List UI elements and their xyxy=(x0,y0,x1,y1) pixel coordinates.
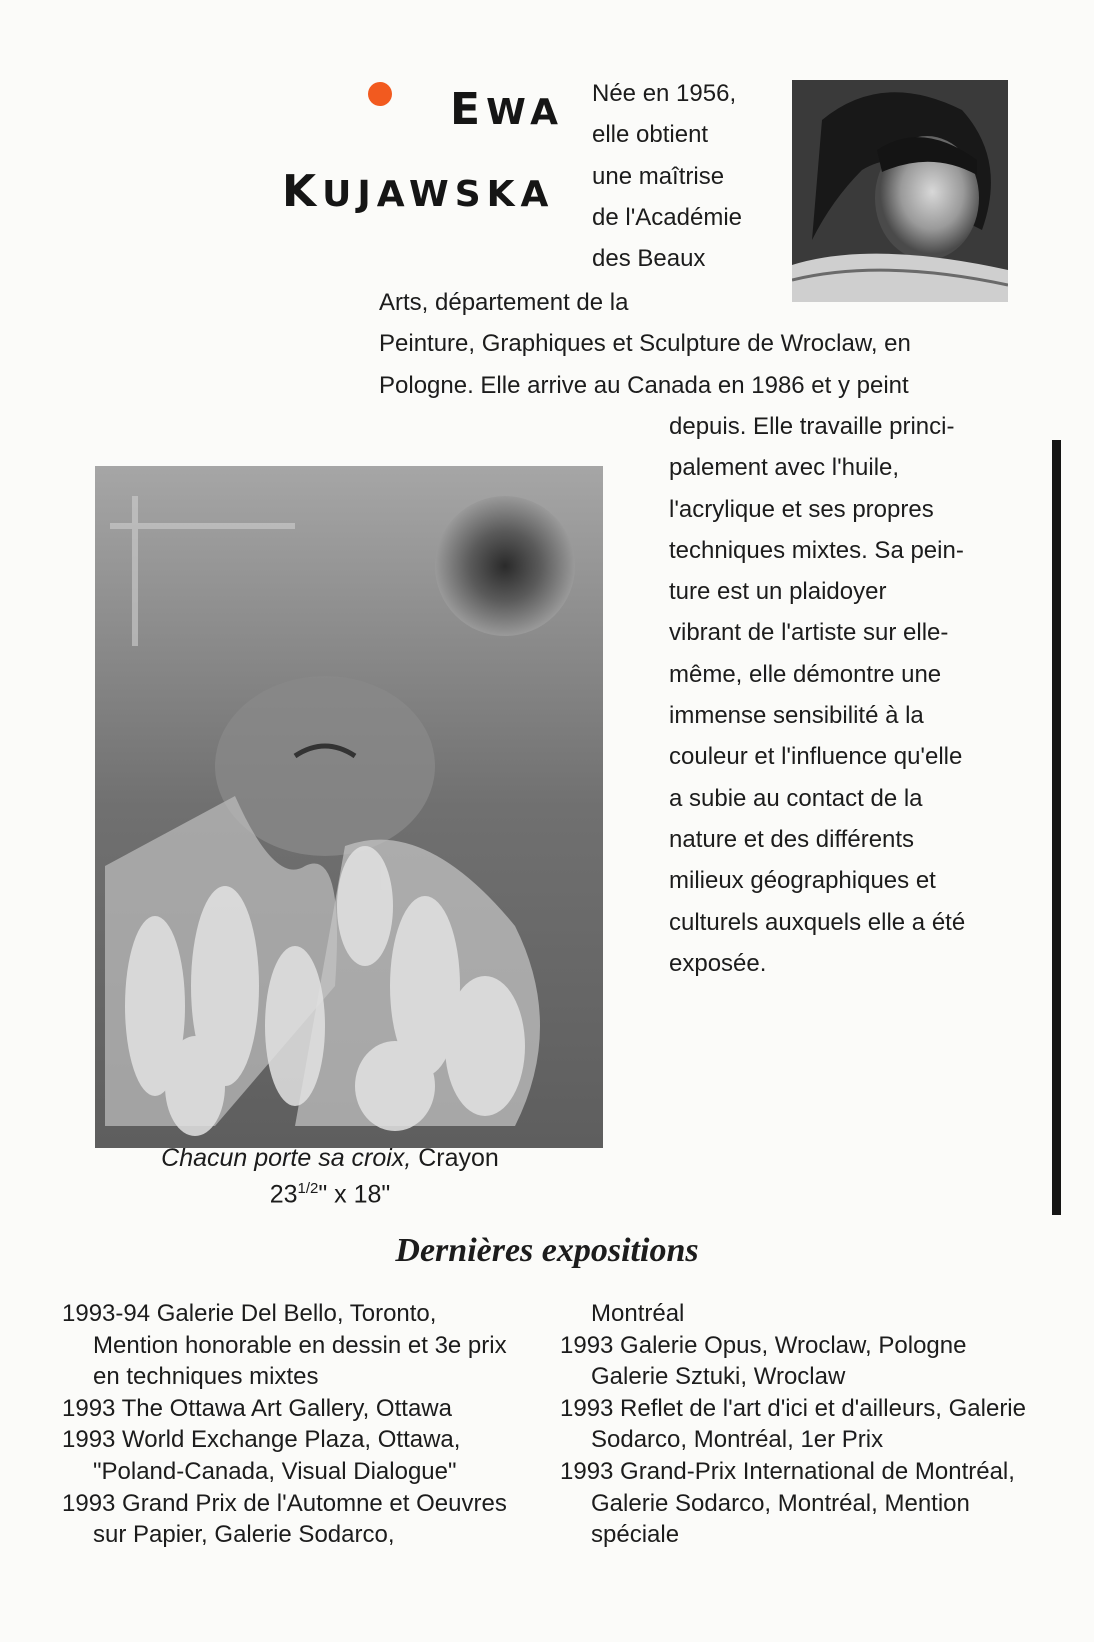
bleed-through-text xyxy=(80,80,86,114)
exhibition-continuation: Montréal xyxy=(591,1300,685,1327)
artwork-dimensions: $23^{1/2}$" x 18" xyxy=(269,1180,391,1209)
vertical-rule xyxy=(1052,440,1061,1215)
artist-last-name: KUJAWSKA xyxy=(282,166,555,217)
bio-right-block: depuis. Elle travaille princi- palement avec l'huile, l'acrylique et ses propres techniques mixtes. Sa pein- ture est un plaidoyer vibrant de l'artiste sur elle- même, elle démontre une immense sensibilité à la couleur et l'influence qu'elle a subie au contact de la nature et des différents milieux géographiques et culturels auxquels elle a été exposée. xyxy=(669,413,966,977)
artwork-painting xyxy=(95,466,603,1148)
artwork-title: Chacun porte sa croix, xyxy=(161,1144,412,1172)
exhibitions-column-2 xyxy=(560,1298,1030,1551)
exhibition-entry: 1993 Grand Prix de l'Automne et Oeuvres sur Papier, Galerie Sodarco, xyxy=(62,1489,507,1549)
exhibitions-heading: Dernières expositions xyxy=(395,1232,699,1269)
exhibition-entry: 1993 Grand-Prix International de Montréal, Galerie Sodarco, Montréal, Mention spéciale xyxy=(560,1457,1015,1549)
exhibition-entry: 1993 World Exchange Plaza, Ottawa, "Poland-Canada, Visual Dialogue" xyxy=(62,1426,461,1485)
exhibition-entry: 1993 Galerie Opus, Wroclaw, Pologne Galerie Sztuki, Wroclaw xyxy=(560,1331,967,1391)
artist-portrait-photo xyxy=(792,80,1008,302)
artwork-caption-title xyxy=(0,1144,660,1173)
exhibitions-column-1 xyxy=(62,1298,522,1551)
artist-first-name: EWA xyxy=(450,84,565,135)
orange-bullet xyxy=(368,82,392,106)
exhibition-entry: 1993 Reflet de l'art d'ici et d'ailleurs, Galerie Sodarco, Montréal, 1er Prix xyxy=(560,1394,1026,1454)
bio-wide-block: Arts, département de la Peinture, Graphiques et Sculpture de Wroclaw, en Pologne. Elle arrive au Canada en 1986 et y peint xyxy=(379,289,911,399)
exhibition-entry: 1993 The Ottawa Art Gallery, Ottawa xyxy=(62,1394,452,1422)
exhibition-entry: 1993-94 Galerie Del Bello, Toronto, Mention honorable en dessin et 3e prix en techniques mixtes xyxy=(62,1300,507,1391)
artwork-medium: Crayon xyxy=(418,1144,499,1172)
bio-top-block: Née en 1956, elle obtient une maîtrise de l'Académie des Beaux xyxy=(592,80,742,273)
